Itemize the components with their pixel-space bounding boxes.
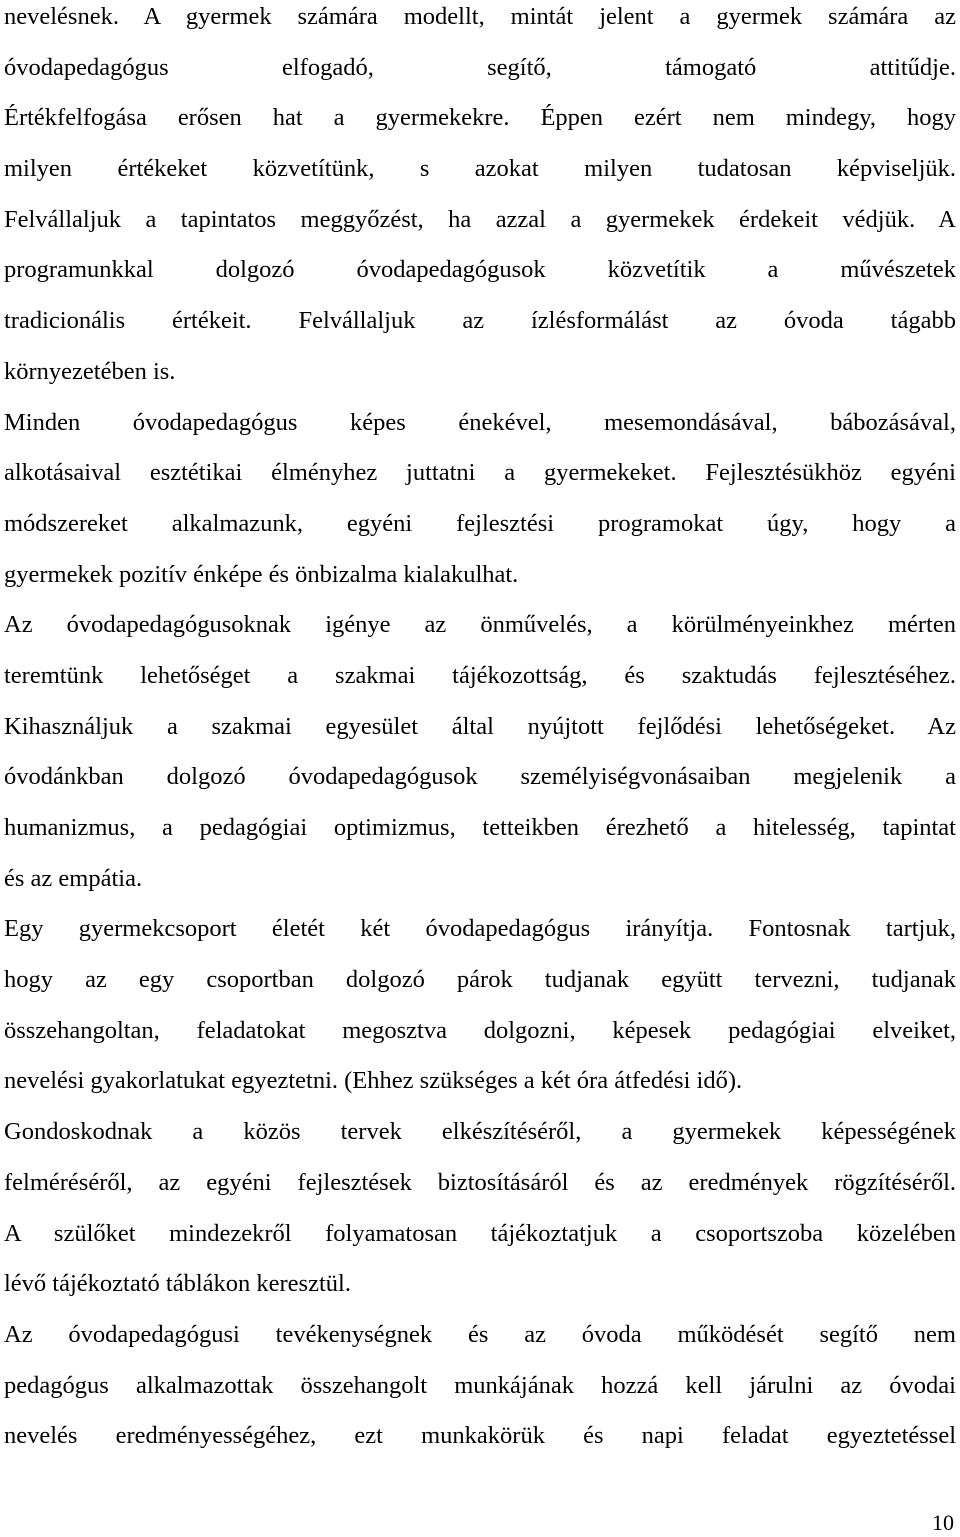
text-line: A szülőket mindezekről folyamatosan tájékoztatjuk a csoportszoba közelében [4, 1219, 956, 1247]
page-number: 10 [932, 1510, 954, 1535]
body-text [4, 0, 956, 1462]
text-line: Az óvodapedagógusi tevékenységnek és az óvoda működését segítő nem [4, 1320, 956, 1348]
text-line: óvodánkban dolgozó óvodapedagógusok személyiségvonásaiban megjelenik a [4, 763, 956, 791]
text-line: Minden óvodapedagógus képes énekével, mesemondásával, bábozásával, [4, 408, 956, 436]
text-line: humanizmus, a pedagógiai optimizmus, tetteikben érezhető a hitelesség, tapintat [4, 814, 956, 841]
text-line: alkotásaival esztétikai élményhez juttatni a gyermekeket. Fejlesztésükhöz egyéni [4, 459, 956, 487]
text-line: pedagógus alkalmazottak összehangolt munkájának hozzá kell járulni az óvodai [4, 1371, 956, 1399]
paragraph [4, 600, 956, 904]
paragraph [4, 904, 956, 1107]
text-line: lévő tájékoztató táblákon keresztül. [4, 1270, 351, 1298]
text-line: milyen értékeket közvetítünk, s azokat milyen tudatosan képviseljük. [4, 155, 956, 183]
text-line: Gondoskodnak a közös tervek elkészítéséről, a gyermekek képességének [4, 1118, 956, 1146]
text-line: felméréséről, az egyéni fejlesztések biztosításáról és az eredmények rögzítéséről. [4, 1168, 956, 1196]
text-line: teremtünk lehetőséget a szakmai tájékozottság, és szaktudás fejlesztéséhez. [4, 661, 956, 689]
text-line: Értékfelfogása erősen hat a gyermekekre. Éppen ezért nem mindegy, hogy [4, 104, 956, 132]
text-line: óvodapedagógus elfogadó, segítő, támogató attitűdje. [4, 53, 956, 81]
paragraph [4, 1107, 956, 1310]
text-line: tradicionális értékeit. Felvállaljuk az ízlésformálást az óvoda tágabb [4, 307, 956, 335]
text-line: Kihasználjuk a szakmai egyesület által nyújtott fejlődési lehetőségeket. Az [4, 712, 956, 740]
paragraph [4, 398, 956, 601]
text-line: összehangoltan, feladatokat megosztva dolgozni, képesek pedagógiai elveiket, [4, 1016, 956, 1044]
text-line: környezetében is. [4, 357, 176, 385]
text-line: gyermekek pozitív énképe és önbizalma kialakulhat. [4, 560, 519, 588]
text-line: módszereket alkalmazunk, egyéni fejlesztési programokat úgy, hogy a [4, 509, 956, 537]
text-line: és az empátia. [4, 864, 143, 892]
text-line: Egy gyermekcsoport életét két óvodapedagógus irányítja. Fontosnak tartjuk, [4, 915, 956, 943]
paragraph [4, 1310, 956, 1462]
text-line: nevelési gyakorlatukat egyeztetni. (Ehhez szükséges a két óra átfedési idő). [4, 1067, 743, 1095]
text-line: Az óvodapedagógusoknak igénye az önművelés, a körülményeinkhez mérten [4, 611, 956, 639]
paragraph [4, 0, 956, 398]
text-line: nevelés eredményességéhez, ezt munkakörük és napi feladat egyeztetéssel [4, 1422, 956, 1450]
text-line: hogy az egy csoportban dolgozó párok tudjanak együtt tervezni, tudjanak [4, 966, 956, 994]
text-line: Felvállaljuk a tapintatos meggyőzést, ha azzal a gyermekek érdekeit védjük. A [4, 205, 956, 233]
text-line: nevelésnek. A gyermek számára modellt, mintát jelent a gyermek számára az [4, 3, 956, 30]
text-line: programunkkal dolgozó óvodapedagógusok közvetítik a művészetek [4, 256, 956, 284]
